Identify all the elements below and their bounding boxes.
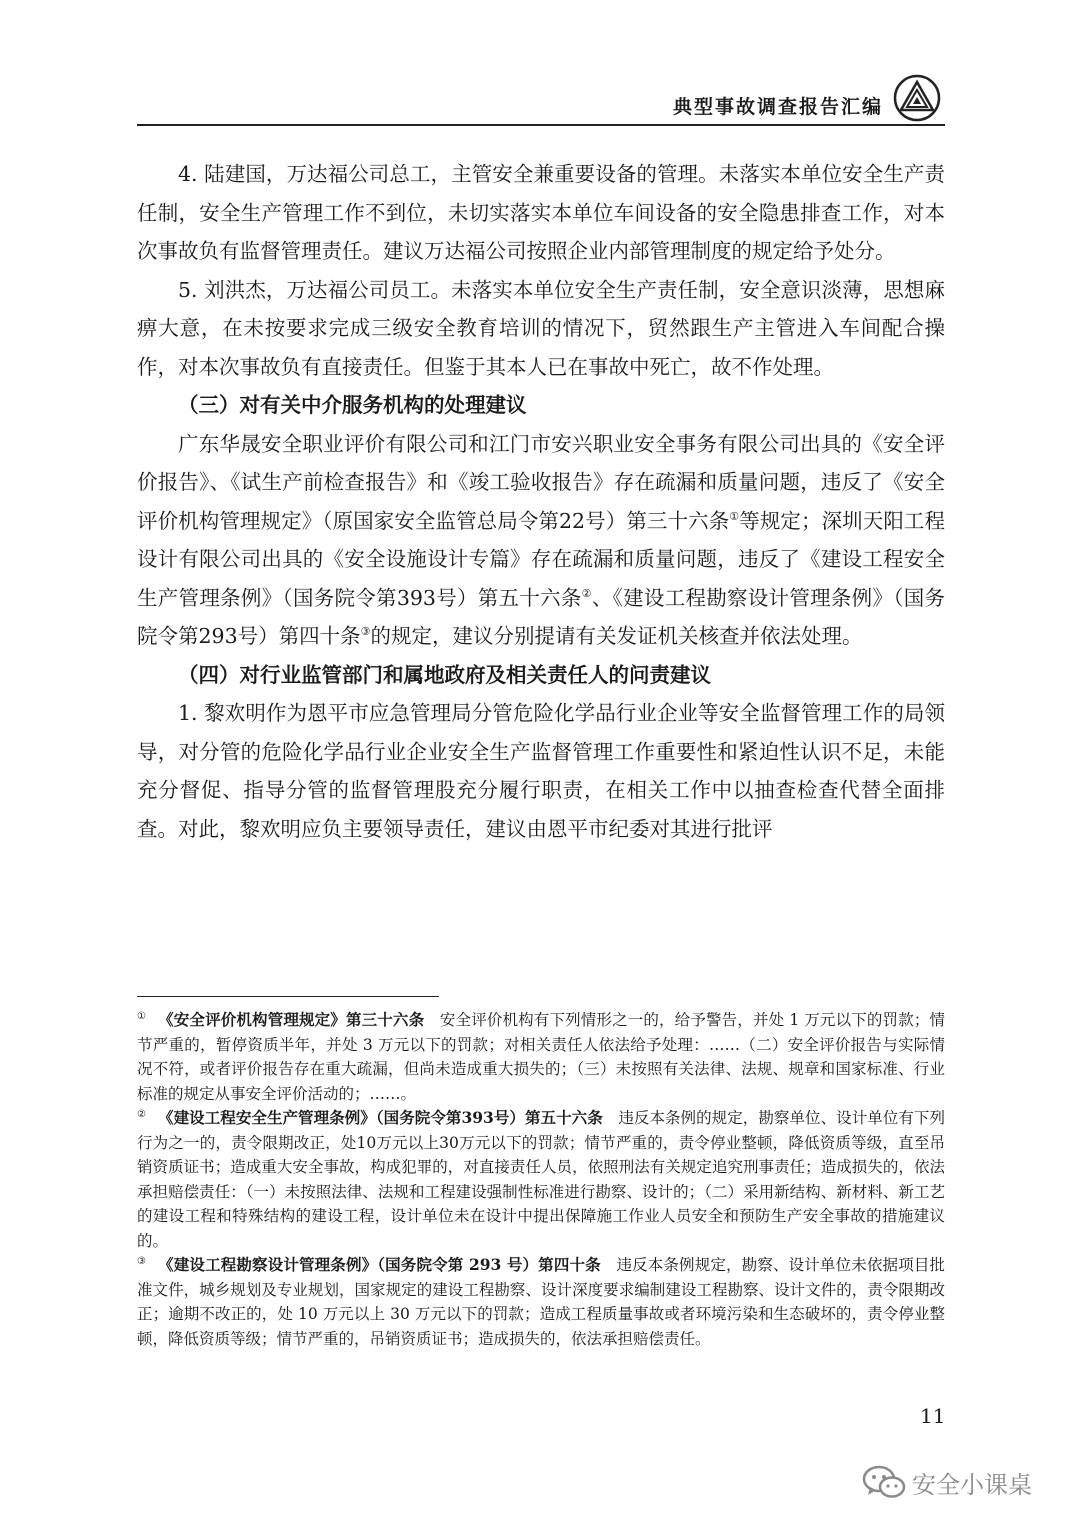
- footnotes: [137, 1008, 945, 1351]
- paragraph-li-huanming: 1. 黎欢明作为恩平市应急管理局分管危险化学品行业企业等安全监督管理工作的局领导，对分管的危险化学品行业企业安全生产监督管理工作重要性和紧迫性认识不足，未能充分督促、指导分管的监督管理股充分履行职责，在相关工作中以抽查检查代替全面排查。对此，黎欢明应负主要领导责任，建议由恩平市纪委对其进行批评: [137, 701, 945, 841]
- section-heading-4: （四）对行业监管部门和属地政府及相关责任人的问责建议: [178, 662, 711, 687]
- footnote-3: ③ 《建设工程勘察设计管理条例》（国务院令第 293 号）第四十条 违反本条例规定，勘察、设计单位未依据项目批准文件，城乡规划及专业规划，国家规定的建设工程勘察、设计深度要求编制建设工程勘察、设计文件的，责令限期改正；逾期不改正的，处 10 万元以上 30 万元以下的罚款；造成工程质量事故或者环境污染和生态破坏的，责令停业整顿，降低资质等级；情节严重的，吊销资质证书；造成损失的，依法承担赔偿责任。: [137, 1255, 945, 1348]
- paragraph-intermediary: 广东华晟安全职业评价有限公司和江门市安兴职业安全事务有限公司出具的《安全评价报告》、《试生产前检查报告》和《竣工验收报告》存在疏漏和质量问题，违反了《安全评价机构管理规定》（原国家安全监管总局令第22号）第三十六条①等规定；深圳天阳工程设计有限公司出具的《安全设施设计专篇》存在疏漏和质量问题，违反了《建设工程安全生产管理条例》（国务院令第393号）第五十六条②、《建设工程勘察设计管理条例》（国务院令第293号）第四十条③的规定，建议分别提请有关发证机关核查并依法处理。: [137, 431, 945, 648]
- footnote-ref-3[interactable]: ③: [360, 625, 371, 639]
- watermark-text: 安全小课桌: [912, 1470, 1032, 1499]
- footnote-ref-1[interactable]: ①: [729, 509, 740, 523]
- triangle-safety-logo-icon: [893, 74, 941, 122]
- watermark: [862, 1462, 1032, 1502]
- page-header: [137, 70, 945, 126]
- paragraph-liu-hongjie: 5. 刘洪杰，万达福公司员工。未落实本单位安全生产责任制，安全意识淡薄，思想麻痹大意，在未按要求完成三级安全教育培训的情况下，贸然跟生产主管进入车间配合操作，对本次事故负有直接责任。但鉴于其本人已在事故中死亡，故不作处理。: [137, 277, 945, 379]
- main-text: [137, 155, 945, 848]
- paragraph-lu-jianguo: 4. 陆建国，万达福公司总工，主管安全兼重要设备的管理。未落实本单位安全生产责任制，安全生产管理工作不到位，未切实落实本单位车间设备的安全隐患排查工作，对本次事故负有监督管理责任。建议万达福公司按照企业内部管理制度的规定给予处分。: [137, 162, 945, 263]
- footnote-2: ② 《建设工程安全生产管理条例》（国务院令第393号）第五十六条 违反本条例的规定，勘察单位、设计单位有下列行为之一的，责令限期改正，处10万元以上30万元以下的罚款；情节严重的，责令停业整顿，降低资质等级，直至吊销资质证书；造成重大安全事故，构成犯罪的，对直接责任人员，依照刑法有关规定追究刑事责任；造成损失的，依法承担赔偿责任：（一）未按照法律、法规和工程建设强制性标准进行勘察、设计的；（二）采用新结构、新材料、新工艺的建设工程和特殊结构的建设工程，设计单位未在设计中提出保障施工作业人员安全和预防生产安全事故的措施建议的。: [137, 1108, 945, 1250]
- footnote-ref-2[interactable]: ②: [581, 586, 592, 600]
- header-title: 典型事故调查报告汇编: [672, 96, 883, 118]
- footnote-1: ① 《安全评价机构管理规定》第三十六条 安全评价机构有下列情形之一的，给予警告，并处 1 万元以下的罚款；情节严重的，暂停资质半年，并处 3 万元以下的罚款；对相关责任人依法给予处理：……（二）安全评价报告与实际情况不符，或者评价报告存在重大疏漏，但尚未造成重大损失的；（三）未按照有关法律、法规、规章和国家标准、行业标准的规定从事安全评价活动的；……。: [137, 1010, 945, 1103]
- wechat-icon: [862, 1465, 906, 1499]
- footnote-divider: [137, 996, 439, 997]
- section-heading-3: （三）对有关中介服务机构的处理建议: [178, 393, 527, 417]
- page-number: 11: [920, 1404, 946, 1428]
